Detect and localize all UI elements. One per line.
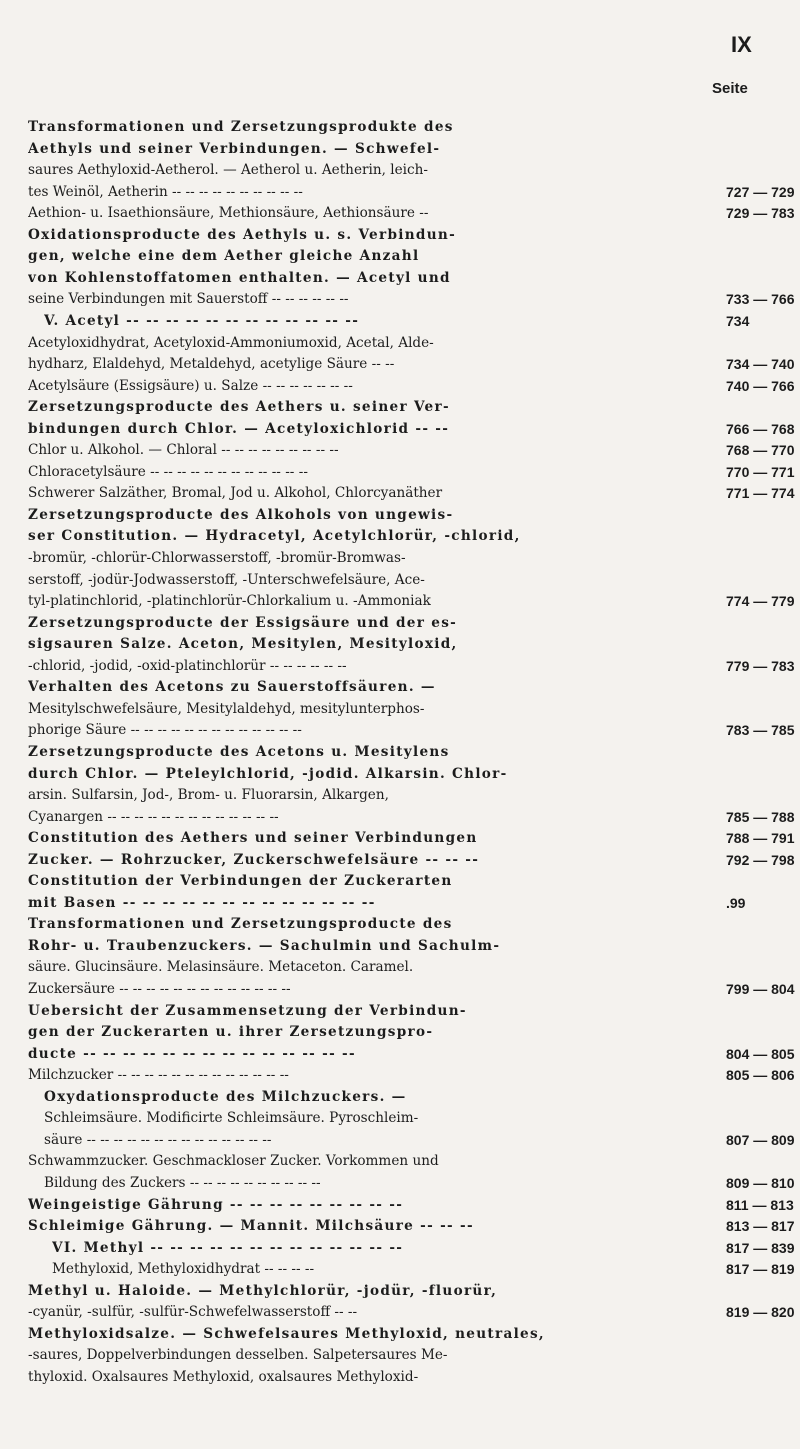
toc-entry-text: -chlorid, -jodid, -oxid-platinchlorür -- -- -- -- -- --	[28, 657, 347, 674]
toc-entry-text: serstoff, -jodür-Jodwasserstoff, -Unterschwefelsäure, Ace-	[28, 571, 425, 588]
toc-entry-text: Oxidationsproducte des Aethyls u. s. Verbindun-	[28, 226, 457, 243]
toc-entry-page: 788 — 791	[726, 830, 795, 847]
toc-entry-text: thyloxid. Oxalsaures Methyloxid, oxalsaures Methyloxid-	[28, 1368, 419, 1385]
toc-entry-text: saures Aethyloxid-Aetherol. — Aetherol u. Aetherin, leich-	[28, 162, 428, 179]
page-number: IX	[731, 32, 752, 57]
toc-entry-text: V. Acetyl -- -- -- -- -- -- -- -- -- -- -- --	[44, 312, 360, 329]
toc-entry-text: Acetyloxidhydrat, Acetyloxid-Ammoniumoxid, Acetal, Alde-	[28, 334, 434, 351]
toc-entry-text: ducte -- -- -- -- -- -- -- -- -- -- -- -- -- --	[28, 1045, 356, 1062]
toc-entry-text: Zersetzungsproducte des Acetons u. Mesitylens	[28, 743, 450, 760]
toc-entry-page: 785 — 788	[726, 808, 795, 825]
toc-entry-text: Aethyls und seiner Verbindungen. — Schwefel-	[28, 140, 441, 157]
toc-entry-text: Mesitylschwefelsäure, Mesitylaldehyd, mesitylunterphos-	[28, 700, 425, 717]
toc-entry-text: sigsauren Salze. Aceton, Mesitylen, Mesityloxid,	[28, 636, 458, 653]
toc-entry-text: Schleimsäure. Modificirte Schleimsäure. Pyroschleim-	[44, 1110, 419, 1127]
toc-entry-page: 811 — 813	[726, 1196, 794, 1213]
toc-entry-text: Weingeistige Gährung -- -- -- -- -- -- -- -- --	[28, 1196, 404, 1213]
toc-entry-text: gen, welche eine dem Aether gleiche Anzahl	[28, 248, 420, 265]
toc-entry-text: Aethion- u. Isaethionsäure, Methionsäure, Aethionsäure --	[28, 205, 429, 222]
toc-entry-text: Transformationen und Zersetzungsproducte des	[28, 916, 453, 933]
toc-entry-page: 813 — 817	[726, 1218, 795, 1235]
toc-entry-page: 805 — 806	[726, 1067, 795, 1084]
toc-entry-text: VI. Methyl -- -- -- -- -- -- -- -- -- -- -- -- --	[52, 1239, 404, 1256]
toc-entry-text: Constitution der Verbindungen der Zuckerarten	[28, 873, 453, 890]
toc-entry-text: Zucker. — Rohrzucker, Zuckerschwefelsäure -- -- --	[28, 851, 480, 868]
toc-entry-page: 729 — 783	[726, 205, 795, 222]
toc-entry-text: Uebersicht der Zusammensetzung der Verbindun-	[28, 1002, 467, 1019]
toc-entry-text: Cyanargen -- -- -- -- -- -- -- -- -- -- -- -- --	[28, 808, 279, 825]
toc-entry-text: -cyanür, -sulfür, -sulfür-Schwefelwasserstoff -- --	[28, 1304, 358, 1321]
toc-entry-page: 770 — 771	[726, 463, 795, 480]
toc-entry-text: Schleimige Gährung. — Mannit. Milchsäure -- -- --	[28, 1218, 474, 1235]
toc-entry-page: 817 — 839	[726, 1239, 795, 1256]
toc-entry-page: 819 — 820	[726, 1304, 795, 1321]
toc-entry-text: hydharz, Elaldehyd, Metaldehyd, acetylige Säure -- --	[28, 356, 395, 373]
toc-entry-page: 740 — 766	[726, 377, 795, 394]
toc-entry-text: Verhalten des Acetons zu Sauerstoffsäuren. —	[28, 679, 436, 696]
toc-entry-text: Zuckersäure -- -- -- -- -- -- -- -- -- -- -- -- --	[28, 981, 291, 997]
toc-entry-text: Transformationen und Zersetzungsprodukte des	[28, 119, 454, 135]
toc-entry-text: ser Constitution. — Hydracetyl, Acetylchlorür, -chlorid,	[28, 528, 521, 545]
toc-entry-text: Methyloxid, Methyloxidhydrat -- -- -- --	[52, 1261, 315, 1278]
toc-entry-page: 774 — 779	[726, 593, 795, 610]
toc-entry-text: Rohr- u. Traubenzuckers. — Sachulmin und Sachulm-	[28, 937, 501, 954]
toc-entry-page: 727 — 729	[726, 183, 795, 200]
toc-entry-text: mit Basen -- -- -- -- -- -- -- -- -- -- -- -- --	[28, 894, 376, 911]
toc-entry-text: Bildung des Zuckers -- -- -- -- -- -- -- -- -- --	[44, 1174, 321, 1191]
toc-entry-text: gen der Zuckerarten u. ihrer Zersetzungspro-	[28, 1024, 434, 1041]
toc-entry-text: -saures, Doppelverbindungen desselben. Salpetersaures Me-	[28, 1347, 448, 1364]
toc-entry-text: von Kohlenstoffatomen enthalten. — Acetyl und	[28, 269, 451, 286]
toc-entry-text: Acetylsäure (Essigsäure) u. Salze -- -- -- -- -- -- --	[28, 377, 353, 394]
toc-entry-text: säure -- -- -- -- -- -- -- -- -- -- -- -- -- --	[44, 1131, 272, 1148]
toc-entry-text: Schwerer Salzäther, Bromal, Jod u. Alkohol, Chlorcyanäther	[28, 485, 443, 502]
toc-entry-text: tes Weinöl, Aetherin -- -- -- -- -- -- -- -- -- --	[28, 183, 303, 200]
toc-entry-text: Constitution des Aethers und seiner Verbindungen	[28, 830, 478, 847]
toc-entry-page: 768 — 770	[726, 442, 795, 459]
toc-entry-page: 766 — 768	[726, 420, 795, 437]
toc-entry-text: Zersetzungsproducte des Aethers u. seiner Ver-	[28, 399, 450, 416]
toc-entry-text: Methyloxidsalze. — Schwefelsaures Methyloxid, neutrales,	[28, 1325, 545, 1342]
toc-entry-page: 734	[726, 312, 750, 329]
toc-entry-text: Zersetzungsproducte des Alkohols von ungewis-	[28, 506, 454, 523]
toc-entry-text: Oxydationsproducte des Milchzuckers. —	[44, 1088, 407, 1105]
toc-entry-text: durch Chlor. — Pteleylchlorid, -jodid. Alkarsin. Chlor-	[28, 765, 508, 782]
toc-entry-text: Chloracetylsäure -- -- -- -- -- -- -- -- -- -- -- --	[28, 463, 308, 480]
toc-entry-text: Chlor u. Alkohol. — Chloral -- -- -- -- -- -- -- -- --	[28, 442, 339, 459]
toc-entry-page: 783 — 785	[726, 722, 795, 739]
toc-entry-text: phorige Säure -- -- -- -- -- -- -- -- -- -- -- -- --	[28, 722, 302, 739]
toc-entry-page: 807 — 809	[726, 1131, 795, 1148]
toc-entry-text: Milchzucker -- -- -- -- -- -- -- -- -- -- -- -- --	[28, 1067, 289, 1084]
toc-entry-text: seine Verbindungen mit Sauerstoff -- -- -- -- -- --	[28, 291, 349, 308]
toc-entry-page: 779 — 783	[726, 657, 795, 674]
toc-entry-text: Zersetzungsproducte der Essigsäure und der es-	[28, 614, 458, 631]
toc-entry-text: säure. Glucinsäure. Melasinsäure. Metaceton. Caramel.	[28, 959, 414, 976]
toc-entry-text: bindungen durch Chlor. — Acetyloxichlorid -- --	[28, 420, 450, 437]
toc-entry-page: 734 — 740	[726, 356, 795, 373]
toc-entry-text: tyl-platinchlorid, -platinchlorür-Chlorkalium u. -Ammoniak	[28, 593, 431, 610]
toc-entry-page: 804 — 805	[726, 1045, 795, 1062]
toc-entry-page: 733 — 766	[726, 291, 795, 308]
page-column-label: Seite	[712, 80, 748, 97]
toc-entry-text: arsin. Sulfarsin, Jod-, Brom- u. Fluorarsin, Alkargen,	[28, 787, 389, 804]
toc-entry-page: .99	[726, 894, 746, 911]
toc-entry-page: 792 — 798	[726, 851, 795, 868]
toc-entry-text: -bromür, -chlorür-Chlorwasserstoff, -bromür-Bromwas-	[28, 550, 406, 566]
toc-entry-text: Schwammzucker. Geschmackloser Zucker. Vorkommen und	[28, 1153, 439, 1170]
toc-entry-page: 809 — 810	[726, 1174, 795, 1191]
toc-entry-page: 771 — 774	[726, 485, 795, 502]
toc-entry-text: Methyl u. Haloide. — Methylchlorür, -jodür, -fluorür,	[28, 1282, 498, 1299]
toc-entry-page: 799 — 804	[726, 981, 795, 997]
toc-entry-page: 817 — 819	[726, 1261, 795, 1278]
